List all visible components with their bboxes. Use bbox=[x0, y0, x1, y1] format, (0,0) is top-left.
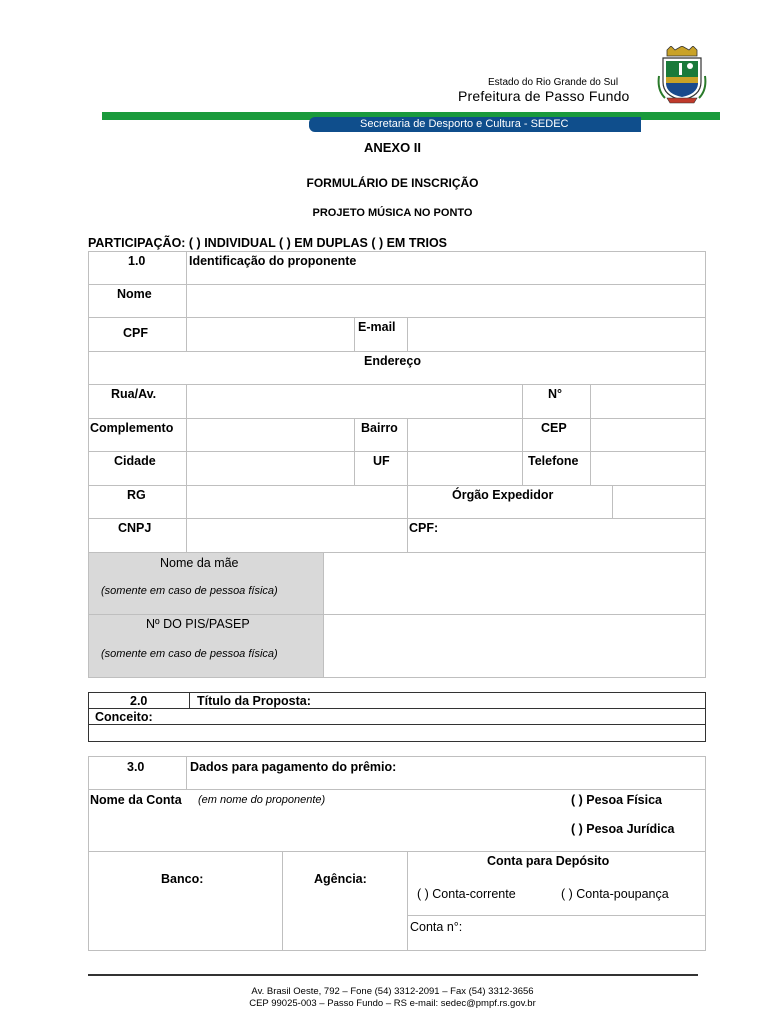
email-field[interactable] bbox=[408, 318, 705, 350]
rua-field[interactable] bbox=[187, 385, 521, 417]
rg-field[interactable] bbox=[187, 486, 406, 518]
footer-address: Av. Brasil Oeste, 792 – Fone (54) 3312-2091 – Fax (54) 3312-3656 bbox=[251, 986, 534, 997]
cep-label: CEP bbox=[541, 421, 567, 435]
city-crest-logo bbox=[657, 46, 707, 104]
orgao-field[interactable] bbox=[613, 486, 705, 518]
annex-title: ANEXO II bbox=[363, 140, 422, 155]
section3-border bbox=[88, 756, 706, 951]
telefone-label: Telefone bbox=[528, 454, 579, 468]
mae-note: (somente em caso de pessoa física) bbox=[101, 585, 278, 597]
email-label: E-mail bbox=[358, 320, 396, 334]
cidade-field[interactable] bbox=[187, 452, 353, 484]
footer-divider bbox=[88, 974, 698, 976]
pis-label: Nº DO PIS/PASEP bbox=[146, 617, 250, 631]
pessoa-fisica-option[interactable]: ( ) Pesoa Física bbox=[571, 793, 663, 807]
cpf-field[interactable] bbox=[187, 318, 353, 350]
proposal-title-label: Título da Proposta: bbox=[197, 694, 311, 708]
mae-label: Nome da mãe bbox=[160, 556, 239, 570]
cpf2-label: CPF: bbox=[409, 521, 439, 535]
telefone-field[interactable] bbox=[591, 452, 705, 484]
complemento-field[interactable] bbox=[187, 419, 353, 451]
agencia-label: Agência: bbox=[314, 872, 367, 886]
numero-label: N° bbox=[548, 387, 563, 401]
bairro-label: Bairro bbox=[361, 421, 398, 435]
conceito-label: Conceito: bbox=[95, 710, 153, 724]
rg-label: RG bbox=[127, 488, 146, 502]
conta-poupanca-option[interactable]: ( ) Conta-poupança bbox=[561, 887, 669, 901]
complemento-label: Complemento bbox=[90, 421, 174, 435]
mae-field[interactable] bbox=[324, 553, 705, 614]
cep-field[interactable] bbox=[591, 419, 705, 451]
city-hall-name: Prefeitura de Passo Fundo bbox=[458, 88, 630, 104]
state-name: Estado do Rio Grande do Sul bbox=[488, 77, 619, 88]
nome-conta-note: (em nome do proponente) bbox=[198, 794, 326, 806]
pis-field[interactable] bbox=[324, 615, 705, 677]
section3-title: Dados para pagamento do prêmio: bbox=[190, 760, 397, 774]
conta-numero-label: Conta n°: bbox=[410, 920, 463, 934]
conta-deposito-heading: Conta para Depósito bbox=[487, 854, 610, 868]
section1-number: 1.0 bbox=[128, 254, 146, 268]
form-title: FORMULÁRIO DE INSCRIÇÃO bbox=[306, 176, 479, 190]
banco-label: Banco: bbox=[161, 872, 204, 886]
uf-label: UF bbox=[373, 454, 390, 468]
rua-label: Rua/Av. bbox=[111, 387, 157, 401]
orgao-label: Órgão Expedidor bbox=[452, 488, 554, 502]
section3-number: 3.0 bbox=[127, 760, 145, 774]
conceito-field[interactable] bbox=[89, 725, 705, 741]
pis-note: (somente em caso de pessoa física) bbox=[101, 648, 278, 660]
footer-contact: CEP 99025-003 – Passo Fundo – RS e-mail: sedec@pmpf.rs.gov.br bbox=[249, 998, 536, 1009]
uf-field[interactable] bbox=[408, 452, 521, 484]
nome-field[interactable] bbox=[187, 285, 705, 317]
numero-field[interactable] bbox=[591, 385, 705, 417]
bairro-field[interactable] bbox=[408, 419, 521, 451]
cnpj-field[interactable] bbox=[187, 519, 406, 551]
cnpj-label: CNPJ bbox=[118, 521, 152, 535]
project-title: PROJETO MÚSICA NO PONTO bbox=[312, 207, 473, 219]
section2-number: 2.0 bbox=[130, 694, 148, 708]
participation-options[interactable]: PARTICIPAÇÃO: ( ) INDIVIDUAL ( ) EM DUPLAS ( ) EM TRIOS bbox=[88, 236, 448, 250]
cpf-label: CPF bbox=[123, 326, 148, 340]
department-name: Secretaria de Desporto e Cultura - SEDEC bbox=[360, 118, 569, 130]
nome-label: Nome bbox=[117, 287, 152, 301]
section1-title: Identificação do proponente bbox=[189, 254, 357, 268]
pessoa-juridica-option[interactable]: ( ) Pesoa Jurídica bbox=[571, 822, 675, 836]
conta-corrente-option[interactable]: ( ) Conta-corrente bbox=[417, 887, 516, 901]
nome-conta-label: Nome da Conta bbox=[90, 793, 182, 807]
cidade-label: Cidade bbox=[114, 454, 156, 468]
endereco-heading: Endereço bbox=[364, 354, 421, 368]
